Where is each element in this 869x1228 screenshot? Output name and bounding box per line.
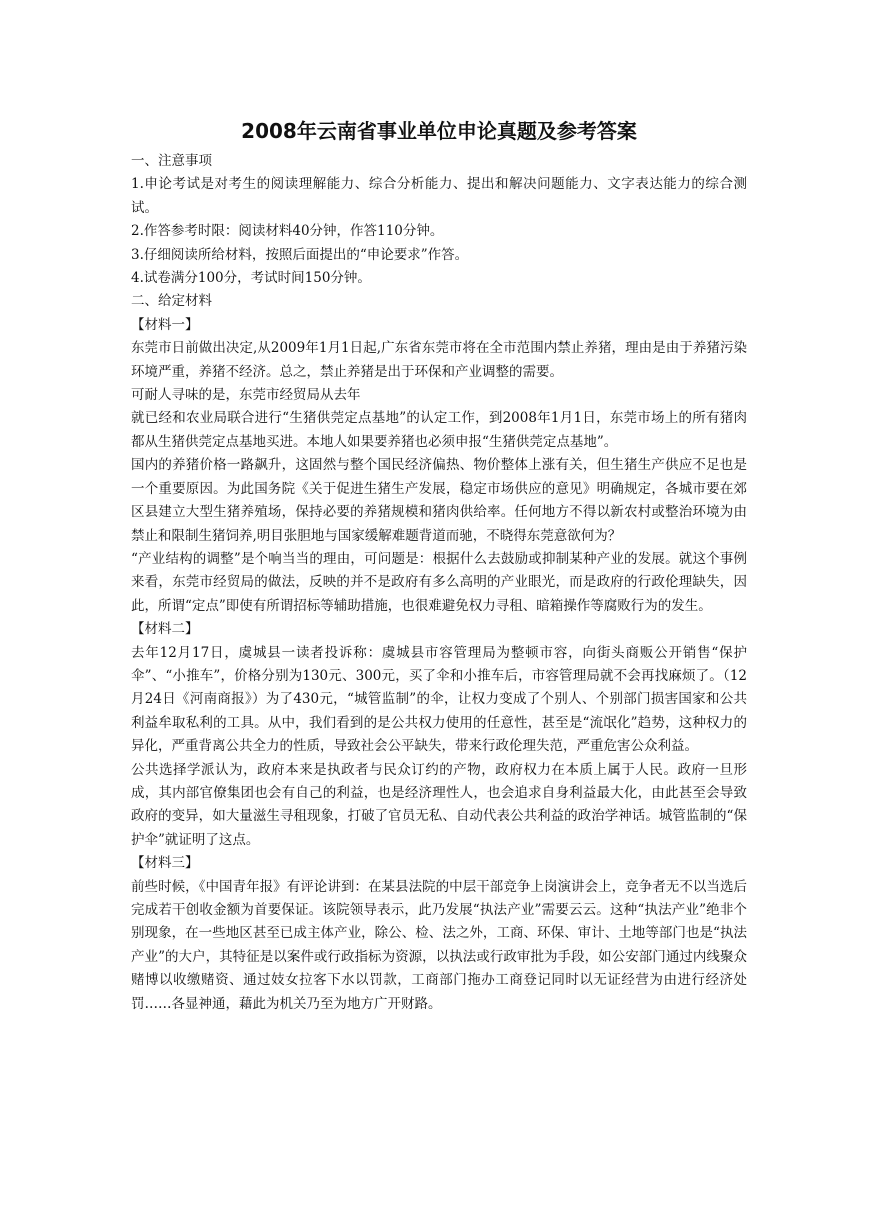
paragraph: “产业结构的调整”是个响当当的理由，可问题是：根据什么去鼓励或抑制某种产业的发展。就这个事例来看，东莞市经贸局的做法，反映的并不是政府有多么高明的产业眼光，而是政府的行政伦理缺失，因此，所谓“定点”即使有所谓招标等辅助措施，也很难避免权力寻租、暗箱操作等腐败行为的发生。: [131, 550, 747, 614]
document-body: [131, 150, 747, 1016]
material-heading: 【材料一】: [131, 316, 199, 333]
paragraph: 公共选择学派认为，政府本来是执政者与民众订约的产物，政府权力在本质上属于人民。政府一旦形成，其内部官僚集团也会有自己的利益，也是经济理性人，也会追求自身利益最大化，由此甚至会导致政府的变异，如大量滋生寻租现象，打破了官员无私、自动代表公共利益的政治学神话。城管监制的“保护伞”就证明了这点。: [131, 761, 747, 848]
document-title: 2008年云南省事业单位申论真题及参考答案: [241, 119, 637, 143]
paragraph: 就已经和农业局联合进行“生猪供莞定点基地”的认定工作，到2008年1月1日，东莞市场上的所有猪肉都从生猪供莞定点基地买进。本地人如果要养猪也必须申报“生猪供莞定点基地”。: [131, 410, 747, 450]
note-item: 2.作答参考时限：阅读材料40分钟，作答110分钟。: [131, 223, 444, 240]
paragraph: 东莞市日前做出决定,从2009年1月1日起,广东省东莞市将在全市范围内禁止养猪，理由是由于养猪污染环境严重，养猪不经济。总之，禁止养猪是出于环保和产业调整的需要。: [131, 340, 747, 380]
note-item: 4.试卷满分100分，考试时间150分钟。: [131, 270, 371, 287]
paragraph: 去年12月17日，虞城县一读者投诉称：虞城县市容管理局为整顿市容，向街头商贩公开销售“保护伞”、“小推车”，价格分别为130元、300元，买了伞和小推车后，市容管理局就不会再找麻烦了。（12月24日《河南商报》）为了430元，“城管监制”的伞，让权力变成了个别人、个别部门损害国家和公共利益牟取私利的工具。从中，我们看到的是公共权力使用的任意性，甚至是“流氓化”趋势，这种权力的异化，严重背离公共全力的性质，导致社会公平缺失，带来行政伦理失范，严重危害公众利益。: [131, 644, 747, 755]
section-heading-notes: 一、注意事项: [131, 153, 212, 169]
paragraph: 前些时候，《中国青年报》有评论讲到：在某县法院的中层干部竞争上岗演讲会上，竞争者无不以当选后完成若干创收金额为首要保证。该院领导表示，此乃发展“执法产业”需要云云。这种“执法产业”绝非个别现象，在一些地区甚至已成主体产业，除公、检、法之外，工商、环保、审计、土地等部门也是“执法产业”的大户，其特征是以案件或行政指标为资源，以执法或行政审批为手段，如公安部门通过内线聚众赌博以收缴赌资、通过妓女拉客下水以罚款，工商部门拖办工商登记同时以无证经营为由进行经济处罚……各显神通，藉此为机关乃至为地方广开财路。: [131, 878, 747, 1012]
material-heading: 【材料二】: [131, 621, 199, 638]
section-heading-materials: 二、给定材料: [131, 293, 212, 310]
document-page: [131, 118, 747, 1016]
paragraph: 可耐人寻味的是，东莞市经贸局从去年: [131, 387, 361, 404]
note-item: 3.仔细阅读所给材料，按照后面提出的“申论要求”作答。: [131, 246, 469, 263]
material-heading: 【材料三】: [131, 855, 199, 872]
paragraph: 国内的养猪价格一路飙升，这固然与整个国民经济偏热、物价整体上涨有关，但生猪生产供应不足也是一个重要原因。为此国务院《关于促进生猪生产发展，稳定市场供应的意见》明确规定，各城市要在郊区县建立大型生猪养殖场，保持必要的养猪规模和猪肉供给率。任何地方不得以新农村或整治环境为由禁止和限制生猪饲养,明目张胆地与国家缓解难题背道而驰，不晓得东莞意欲何为？: [131, 457, 747, 544]
note-item: 1.申论考试是对考生的阅读理解能力、综合分析能力、提出和解决问题能力、文字表达能力的综合测试。: [131, 176, 747, 216]
